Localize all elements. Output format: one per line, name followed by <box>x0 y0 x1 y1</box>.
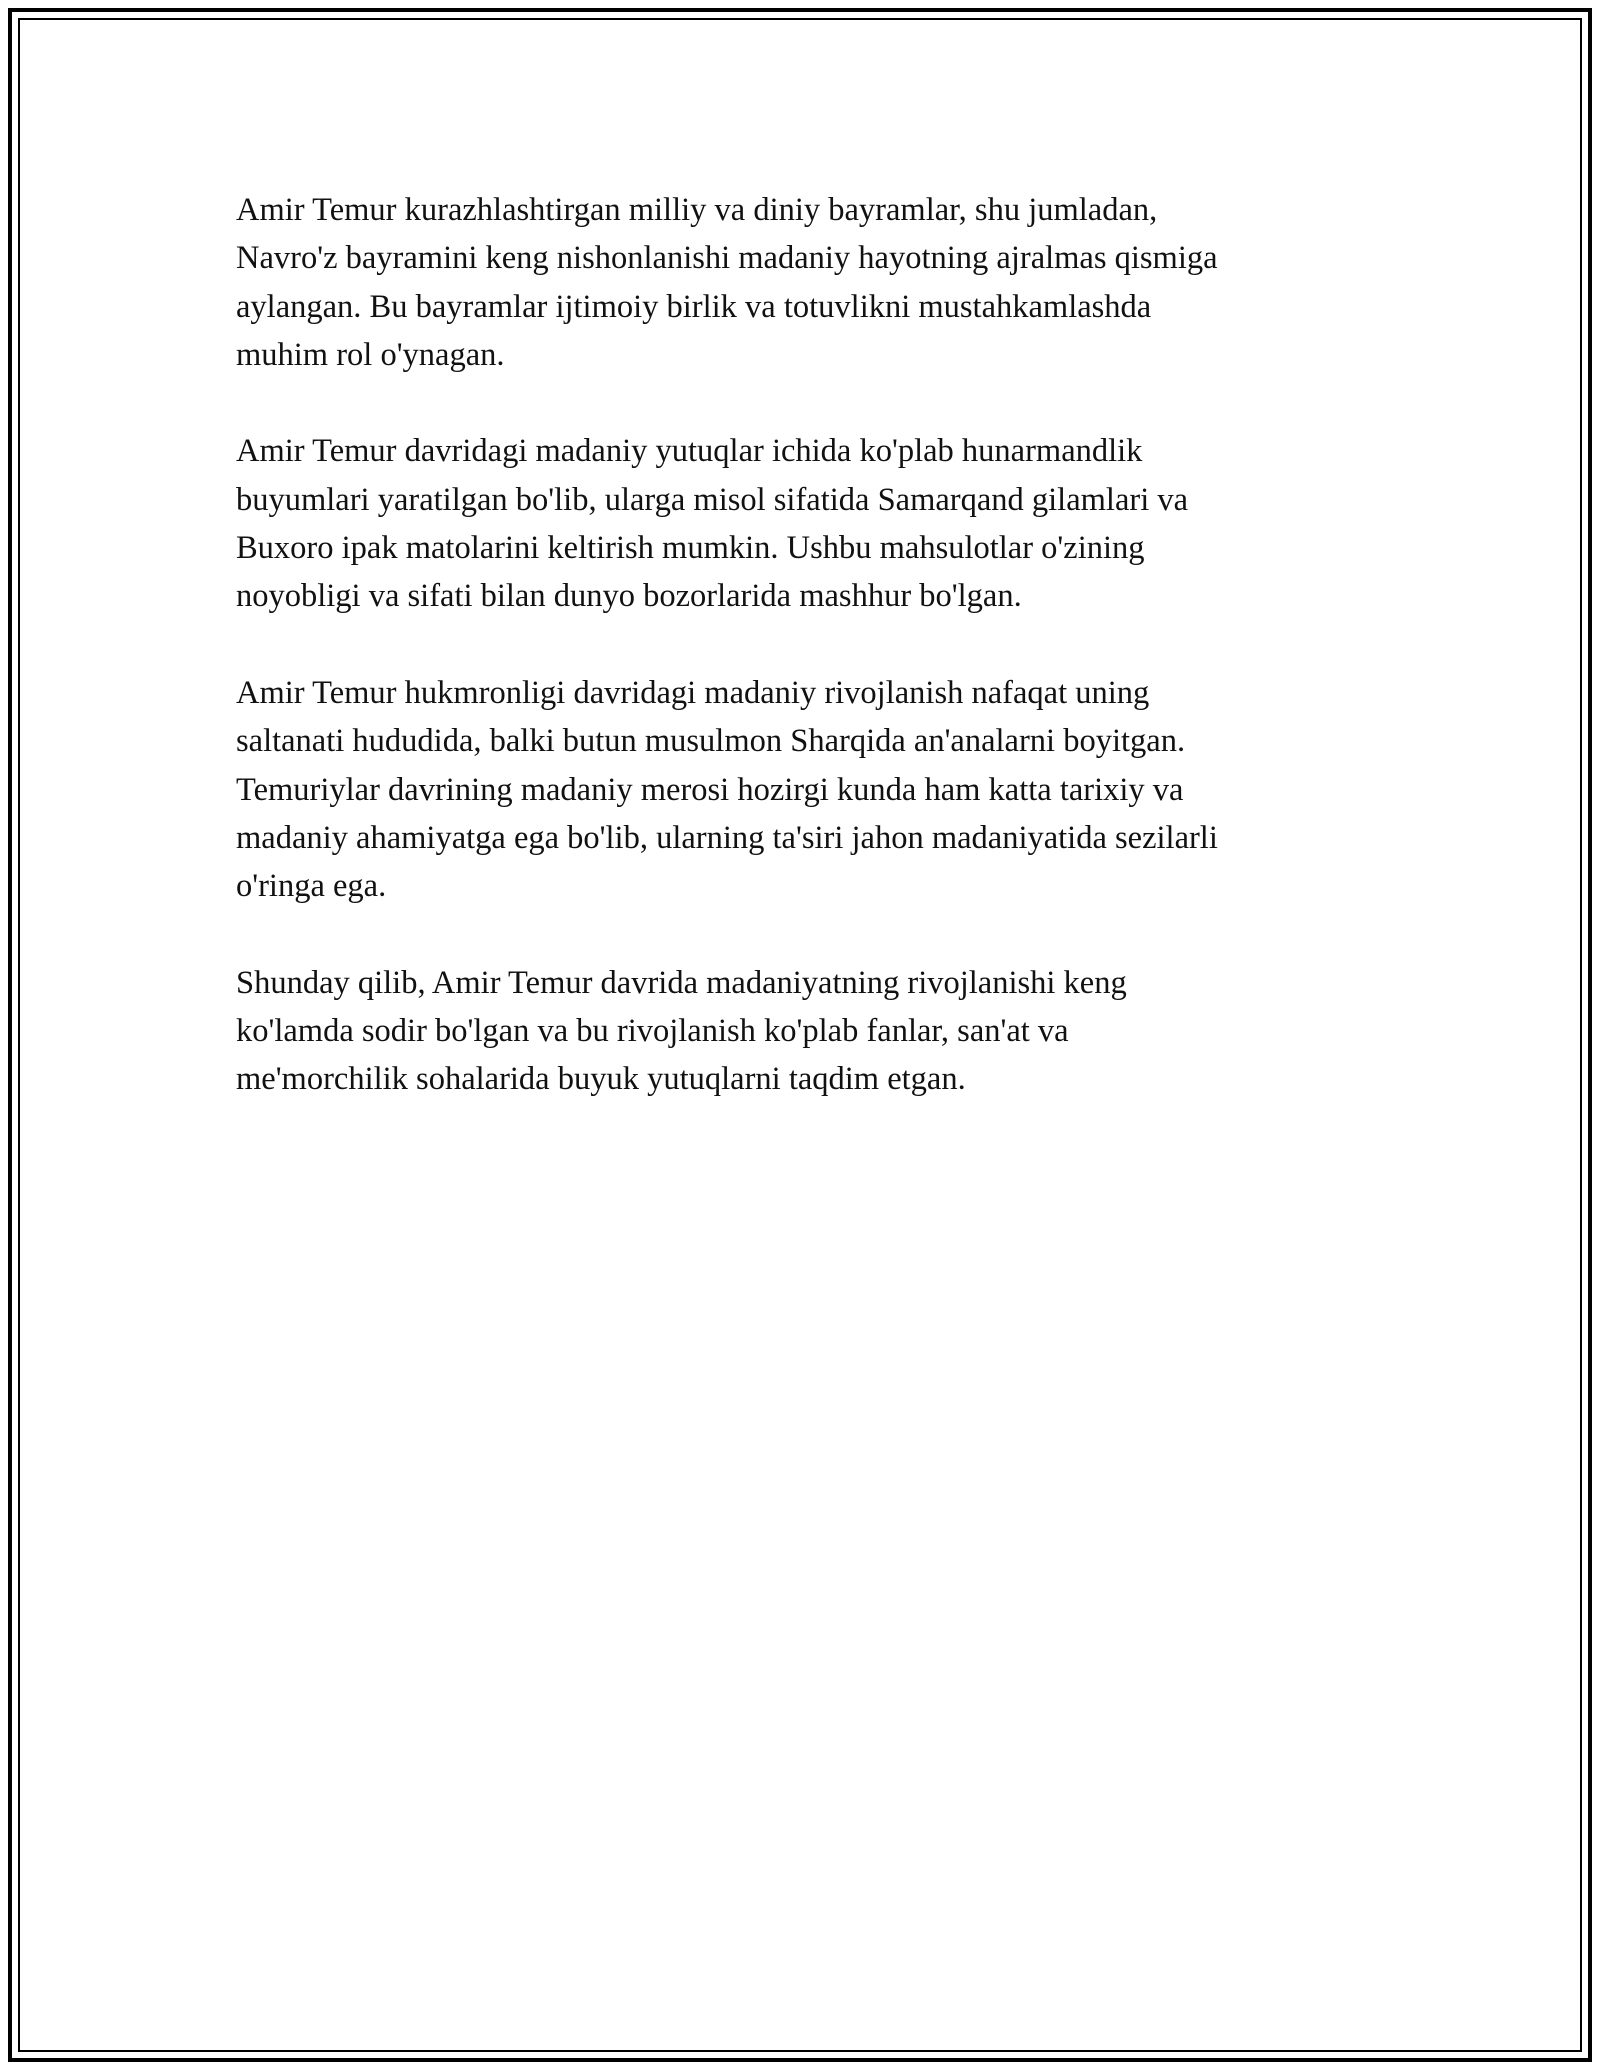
paragraph-4: Shunday qilib, Amir Temur davrida madaniyatning rivojlanishi keng ko'lamda sodir bo'lgan va bu rivojlanish ko'plab fanlar, san'at va me'morchilik sohalarida buyuk yutuqlarni taqdim etgan. <box>236 964 1127 1098</box>
paragraph-1: Amir Temur kurazhlashtirgan milliy va diniy bayramlar, shu jumladan, Navro'z bayramini keng nishonlanishi madaniy hayotning ajralmas qismiga aylangan. Bu bayramlar ijtimoiy birlik va totuvlikni mustahkamlashda muhim rol o'ynagan. <box>236 192 1218 373</box>
document-body <box>236 186 1376 1152</box>
paragraph-3: Amir Temur hukmronligi davridagi madaniy rivojlanish nafaqat uning saltanati hududida, balki butun musulmon Sharqida an'analarni boyitgan. Temuriylar davrining madaniy merosi hozirgi kunda ham katta tarixiy va madaniy ahamiyatga ega bo'lib, ularning ta'siri jahon madaniyatida sezilarli o'ringa ega. <box>236 674 1218 905</box>
paragraph-2: Amir Temur davridagi madaniy yutuqlar ichida ko'plab hunarmandlik buyumlari yaratilgan bo'lib, ularga misol sifatida Samarqand gilamlari va Buxoro ipak matolarini keltirish mumkin. Ushbu mahsulotlar o'zining noyobligi va sifati bilan dunyo bozorlarida mashhur bo'lgan. <box>236 433 1189 615</box>
